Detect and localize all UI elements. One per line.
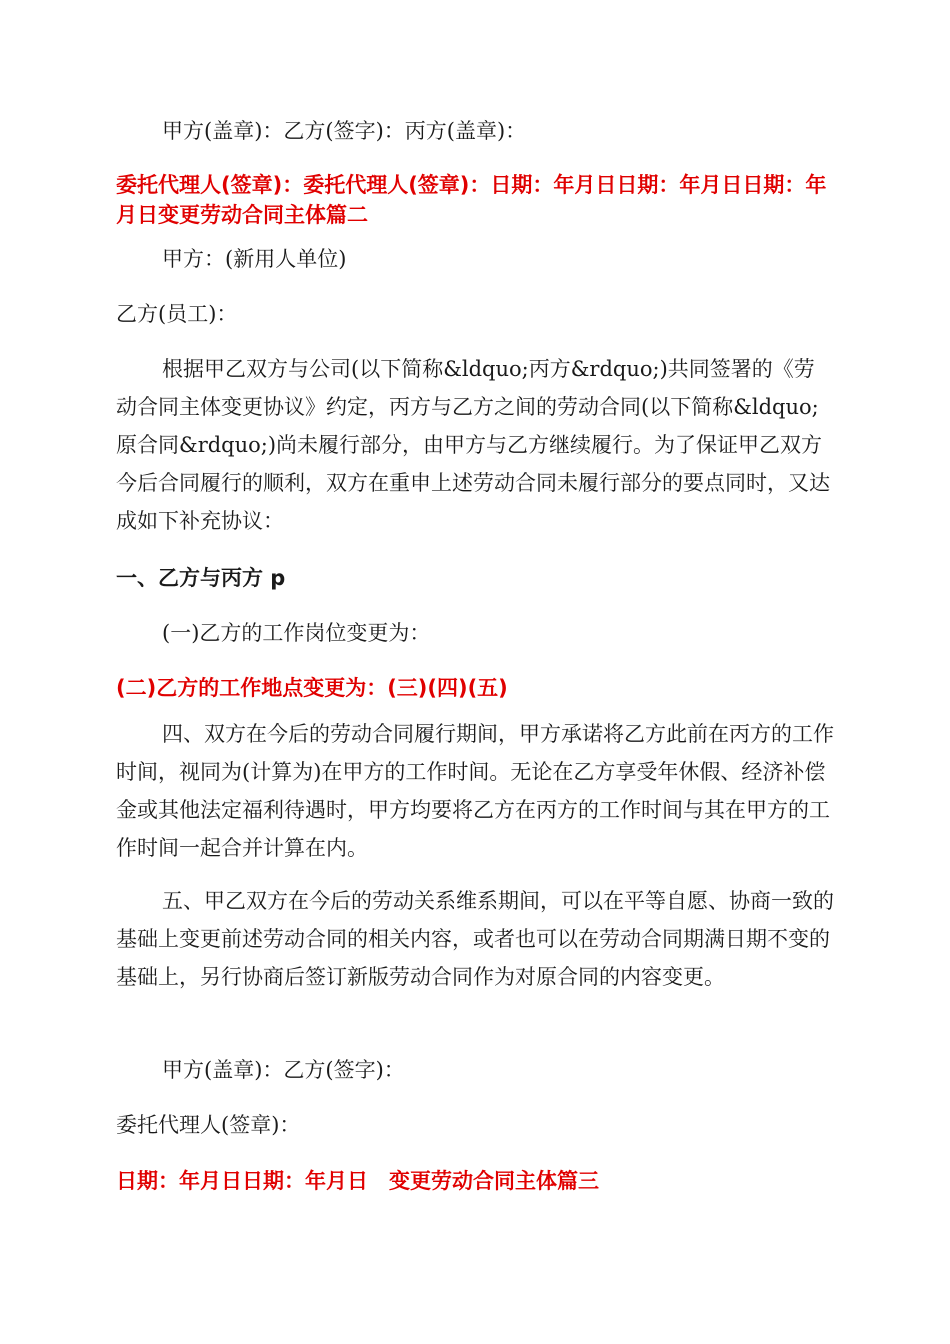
section-heading-agent-date: 委托代理人(签章)：委托代理人(签章)：日期：年月日日期：年月日日期：年月日变更劳动合同主体篇二: [116, 173, 827, 227]
section-heading-date-part-three: 日期：年月日日期：年月日 变更劳动合同主体篇三: [116, 1169, 599, 1193]
agreement-intro-paragraph: 根据甲乙双方与公司(以下简称&ldquo;丙方&rdquo;)共同签署的《劳动合同主体变更协议》约定，丙方与乙方之间的劳动合同(以下简称&ldquo;原合同&rdquo;)尚未履行部分，由甲方与乙方继续履行。为了保证甲乙双方今后合同履行的顺利，双方在重申上述劳动合同未履行部分的要点同时，又达成如下补充协议：: [116, 357, 830, 533]
clause-one-items-heading: (二)乙方的工作地点变更为：(三)(四)(五): [116, 676, 508, 700]
clause-five-paragraph: 五、甲乙双方在今后的劳动关系维系期间，可以在平等自愿、协商一致的基础上变更前述劳动合同的相关内容，或者也可以在劳动合同期满日期不变的基础上，另行协商后签订新版劳动合同作为对原合同的内容变更。: [116, 889, 834, 989]
clause-four-paragraph: 四、双方在今后的劳动合同履行期间，甲方承诺将乙方此前在丙方的工作时间，视同为(计算为)在甲方的工作时间。无论在乙方享受年休假、经济补偿金或其他法定福利待遇时，甲方均要将乙方在丙方的工作时间与其在甲方的工作时间一起合并计算在内。: [116, 722, 834, 860]
signature-line-2: 甲方(盖章)：乙方(签字)：: [162, 1058, 405, 1082]
party-a-line: 甲方：(新用人单位): [162, 247, 347, 271]
agent-signature-line: 委托代理人(签章)：: [116, 1113, 301, 1137]
signature-line-1: 甲方(盖章)：乙方(签字)：丙方(盖章)：: [162, 119, 527, 143]
clause-one-heading: 一、乙方与丙方 p: [116, 566, 286, 590]
clause-one-item-one: (一)乙方的工作岗位变更为：: [162, 621, 431, 645]
party-b-line: 乙方(员工)：: [116, 302, 238, 326]
